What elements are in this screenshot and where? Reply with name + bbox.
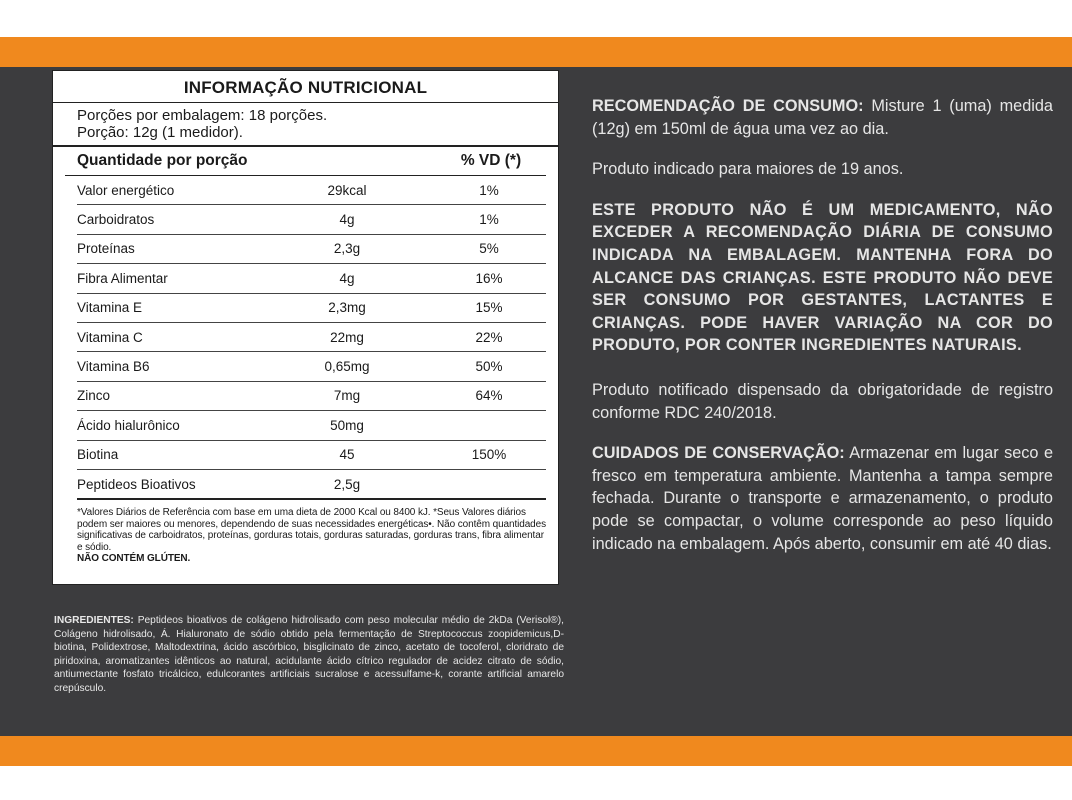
conservation-label: CUIDADOS DE CONSERVAÇÃO: — [592, 444, 845, 463]
col-qty-header: Quantidade por porção — [77, 152, 248, 169]
row-qty: 50mg — [330, 417, 364, 433]
table-row — [77, 323, 546, 352]
row-qty: 29kcal — [327, 182, 367, 198]
row-vd: 150% — [471, 447, 507, 463]
row-vd: 22% — [475, 329, 503, 345]
row-vd: 16% — [475, 270, 503, 286]
row-qty: 45 — [339, 447, 355, 463]
row-qty: 0,65mg — [324, 359, 370, 375]
gluten-notice: NÃO CONTÉM GLÚTEN. — [77, 553, 191, 565]
row-vd: 64% — [475, 388, 503, 404]
row-qty: 4g — [339, 212, 355, 228]
row-vd: 1% — [479, 182, 499, 198]
row-name: Vitamina B6 — [77, 359, 150, 375]
row-name: Zinco — [77, 388, 111, 404]
recommendation-text: Misture 1 (uma) medida (12g) em 150ml de água uma vez ao dia. — [592, 97, 1053, 138]
col-vd-header: % VD (*) — [460, 152, 522, 169]
info-column — [592, 95, 1053, 555]
ingredients-block — [54, 614, 564, 696]
nutrition-title: INFORMAÇÃO NUTRICIONAL — [53, 71, 558, 103]
row-name: Valor energético — [77, 182, 175, 198]
portion-size: Porção: 12g (1 medidor). — [77, 124, 243, 141]
warning-text: ESTE PRODUTO NÃO É UM MEDICAMENTO, NÃO EXCEDER A RECOMENDAÇÃO DIÁRIA DE CONSUMO INDICADA NA EMBALAGEM. MANTENHA FORA DO ALCANCE DAS CRIANÇAS. ESTE PRODUTO NÃO DEVE SER CONSUMO POR GESTANTES, LACTANTES E CRIANÇAS. PODE HAVER VARIAÇÃO NA COR DO PRODUTO, POR CONTER INGREDIENTES NATURAIS. — [592, 200, 1053, 355]
ingredients-label: INGREDIENTES: — [54, 615, 134, 626]
conservation-care — [592, 442, 1053, 555]
row-qty: 7mg — [333, 388, 361, 404]
ingredients-text: Peptideos bioativos de colágeno hidrolisado com peso molecular médio de 2kDa (Verisol®), Colágeno hidrolisado, Á. Hialuronato de sódio obtido pela fermentação de Streptococcus zoopidemicus,D-biotina, Polidextrose, Maltodextrina, ácido ascórbico, bisglicinato de zinco, acetato de tocoferol, cloridrato de piridoxina, aromatizantes idênticos ao natural, acidulante ácido cítrico regulador de acidez citrato de sódio, antiumectante fosfato tricálcico, edulcorantes artificiais sucralose e acessulfame-k, corante artificial amarelo crepúsculo. — [54, 615, 564, 694]
table-row — [77, 470, 546, 500]
recommendation-label: RECOMENDAÇÃO DE CONSUMO: — [592, 97, 864, 115]
row-name: Vitamina C — [77, 329, 143, 345]
footnote-text: *Valores Diários de Referência com base em uma dieta de 2000 Kcal ou 8400 kJ. *Seus Valores diários podem ser maiores ou menores, dependendo de suas necessidades energéticas•. Não contêm quantidades significativas de carboidratos, proteínas, gorduras totais, gorduras saturadas, gorduras trans, fibra alimentar e sódio. — [77, 507, 547, 553]
row-vd: 50% — [475, 359, 503, 375]
table-header — [65, 147, 546, 176]
row-qty: 22mg — [330, 329, 364, 345]
consumption-recommendation — [592, 95, 1053, 140]
row-name: Proteínas — [77, 241, 135, 257]
bottom-orange-band — [0, 736, 1072, 766]
top-orange-band — [0, 37, 1072, 67]
table-row — [77, 235, 546, 264]
nutrition-footnote — [77, 507, 546, 565]
row-name: Fibra Alimentar — [77, 270, 168, 286]
conservation-text: Armazenar em lugar seco e fresco em temperatura ambiente. Mantenha a tampa sempre fechada. Durante o transporte e armazenamento, o produto pode se compactar, o volume corresponde ao peso líquido indicado na embalagem. Após aberto, consumir em até 40 dias. — [592, 444, 1053, 553]
nutrition-table — [52, 70, 559, 585]
row-name: Peptideos Bioativos — [77, 476, 196, 492]
row-name: Ácido hialurônico — [77, 417, 180, 433]
row-name: Vitamina E — [77, 300, 143, 316]
portions-info — [53, 103, 558, 147]
nutrition-rows — [77, 176, 546, 500]
age-indication: Produto indicado para maiores de 19 anos. — [592, 160, 904, 179]
table-row — [77, 382, 546, 411]
row-qty: 4g — [339, 270, 355, 286]
table-row — [77, 176, 546, 205]
table-row — [77, 264, 546, 293]
notification-text: Produto notificado dispensado da obrigatoridade de registro conforme RDC 240/2018. — [592, 380, 1053, 422]
row-qty: 2,5g — [333, 476, 361, 492]
table-row — [77, 352, 546, 381]
row-name: Biotina — [77, 447, 119, 463]
row-name: Carboidratos — [77, 212, 155, 228]
row-vd: 5% — [479, 241, 499, 257]
table-row — [77, 411, 546, 440]
table-row — [77, 205, 546, 234]
portions-per-pack: Porções por embalagem: 18 porções. — [77, 107, 328, 124]
table-row — [77, 294, 546, 323]
row-vd: 15% — [475, 300, 503, 316]
row-vd: 1% — [479, 212, 499, 228]
table-row — [77, 441, 546, 470]
row-qty: 2,3mg — [328, 300, 366, 316]
row-qty: 2,3g — [333, 241, 361, 257]
